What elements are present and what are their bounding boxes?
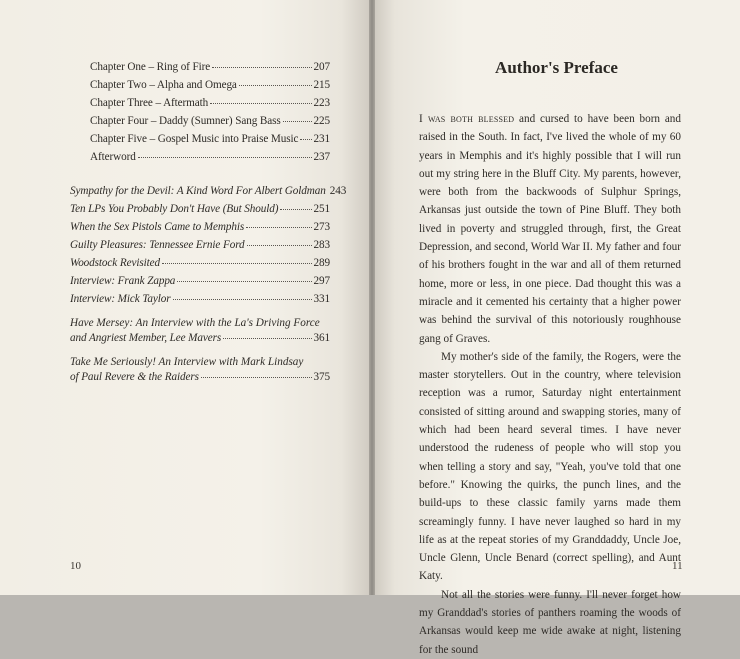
toc-entry: Ten LPs You Probably Don't Have (But Should) 251 (70, 202, 330, 216)
page-number-right: 11 (672, 560, 683, 572)
toc-entry: and Angriest Member, Lee Mavers 361 (70, 331, 330, 345)
paragraph: Not all the stories were funny. I'll never forget how my Granddad's stories of panthers roaming the woods of Arkansas would keep me wide awake at night, listening for the sound (419, 588, 681, 656)
toc-entry-first-line: Take Me Seriously! An Interview with Mark Lindsay (70, 356, 304, 368)
toc-entry: of Paul Revere & the Raiders 375 (70, 370, 330, 384)
toc-entry: Chapter Two – Alpha and Omega 215 (90, 78, 330, 92)
toc-entry: Interview: Frank Zappa 297 (70, 274, 330, 288)
toc-entry: Woodstock Revisited 289 (70, 256, 330, 270)
toc-entry: Chapter Three – Aftermath 223 (90, 96, 330, 110)
toc-entry: Afterword 237 (90, 150, 330, 164)
paragraph: I was both blessed and cursed to have been born and raised in the South. In fact, I've lived the whole of my 60 years in Memphis and it's highly possible that I will run out my string here in the Bluff City. My parents, however, were both from the backwoods of Sulphur Springs, Arkansas just outside the town of Pine Bluff. They both lived in poverty and struggled through, first, the Great Depression, and second, World War II. My father and four of his brothers fought in the war and all of them returned home, more or less, in one piece. Dad thought this was a miracle and it cemented his certainty that a higher power was behind the survival of this notoriously roughhouse gang of Graves. (419, 113, 681, 345)
book-gutter (369, 0, 375, 595)
toc-entry: Chapter Four – Daddy (Sumner) Sang Bass 225 (90, 114, 330, 128)
lead-in: I was both blessed (419, 113, 515, 125)
page-title: Author's Preface (495, 58, 618, 77)
toc-entry: Guilty Pleasures: Tennessee Ernie Ford 283 (70, 238, 330, 252)
toc-entry: When the Sex Pistols Came to Memphis 273 (70, 220, 330, 234)
toc-entry: Interview: Mick Taylor 331 (70, 292, 330, 306)
toc-entry: Sympathy for the Devil: A Kind Word For Albert Goldman 243 (70, 185, 347, 197)
toc-entry: Chapter Five – Gospel Music into Praise Music 231 (90, 132, 330, 146)
toc-entry-first-line: Have Mersey: An Interview with the La's Driving Force (70, 317, 320, 329)
toc-entry: Chapter One – Ring of Fire 207 (90, 60, 330, 74)
page-number-left: 10 (70, 560, 81, 572)
paragraph: My mother's side of the family, the Rogers, were the master storytellers. Out in the country, where television reception was a rumor, Saturday night entertainment consisted of sitting around and swapping stories, many of which had been heard several times. I have never understood the rudeness of people who will stop you when telling a story and say, "Yeah, you've told that one before." Knowing the quirks, the punch lines, and the build-ups to these classic family yarns made them screamingly funny. I have never laughed so hard in my life as at the repeat stories of my Granddaddy, Uncle Joe, Uncle Glenn, Uncle Benard (correct spelling), and Aunt Katy. (419, 350, 681, 583)
preface-body (419, 110, 681, 659)
